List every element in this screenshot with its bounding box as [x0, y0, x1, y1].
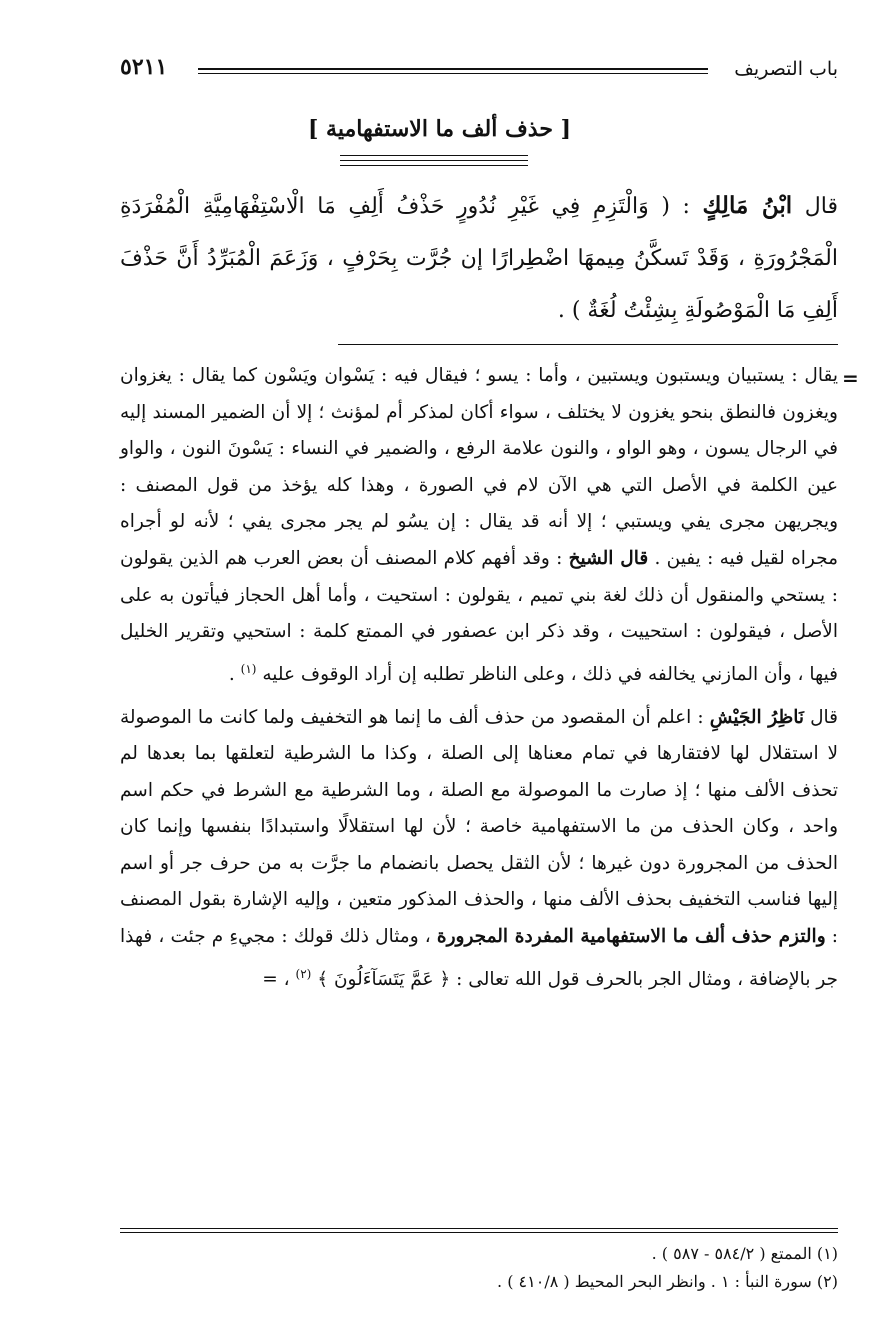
para2-text2: ، ومثال ذلك قولك : مجيءِ م جئت ، فهذا جر بالإضافة ، ومثال الجر بالحرف قول الله تعالى :	[120, 926, 838, 990]
verse-separator	[338, 344, 838, 345]
chapter-title: باب التصريف	[734, 58, 838, 80]
para2-text: : اعلم أن المقصود من حذف ألف ما إنما هو التخفيف ولما كانت ما الموصولة لا استقلال لها لافتقارها في تمام معناها إلى الصلة ، وكذا ما الشرطية لتعلقها بما بعدها لم تحذف الألف منها ؛ إذ صارت ما الموصولة مع الصلة ، وما الشرطية مع الشرط في حكم اسم واحد ، وكان الحذف من ما الاستفهامية خاصة ؛ لأن لها استقلالًا واستبدادًا بنفسها وإنما كان الحذف من المجرورة دون غيرها ؛ لأن الثقل يحصل بانضمام ما جرَّت به من حرف جر أو اسم إليها فناسب التخفيف بحذف الألف منها ، والحذف المذكور متعين ، وإليه الإشارة بقول المصنف :	[120, 706, 838, 948]
para2-end: ، =	[262, 968, 290, 990]
para2-quote-bold: والتزم حذف ألف ما الاستفهامية المفردة المجرورة	[436, 926, 826, 948]
footnote-1: (١) الممتع ( ٥٨٤/٢ - ٥٨٧ ) .	[651, 1244, 838, 1263]
running-header	[120, 52, 838, 92]
para1-lead: قال الشيخ	[568, 547, 649, 569]
section-heading: [ حذف ألف ما الاستفهامية ]	[307, 116, 572, 142]
header-rule-thin	[198, 73, 708, 74]
footnote-separator	[120, 1228, 838, 1236]
para2-intro: قال	[810, 706, 839, 728]
page-number: ٥٢١١	[120, 54, 168, 80]
para2-author: نَاظِرُ الجَيْشِ	[709, 706, 804, 728]
paragraph-1	[120, 358, 838, 694]
para1-text2: : وقد أفهم كلام المصنف أن بعض العرب هم الذين يقولون : يستحي والمنقول أن ذلك لغة بني تميم ، يقولون : استحيت ، وأما أهل الحجاز فيأتون به على الأصل ، فيقولون : استحييت ، وقد ذكر ابن عصفور في الممتع كلمة : استحيي وتقرير الخليل فيها ، وأن المازني يخالفه في ذلك ، وعلى الناظر تطلبه إن أراد الوقوف عليه	[120, 547, 838, 685]
footnote-ref-1[interactable]: (١)	[240, 661, 257, 676]
footnotes	[120, 1240, 838, 1296]
quran-quote: ﴿ عَمَّ يَتَسَآءَلُونَ ﴾	[317, 968, 451, 990]
commentary-body	[120, 358, 838, 998]
para1-text: يقال : يستبيان ويستبون ويستبين ، وأما : يسو ؛ فيقال فيه : يَسْوان ويَسْون كما يقال : يغزوان ويغزون فالنطق بنحو يغزون لا يختلف ، سواء أكان لمذكر أم لمؤنث ؛ إلا أن الضمير المسند إليه في الرجال يسون ، وهو الواو ، والنون علامة الرفع ، والضمير في النساء : يَسْونَ النون ، والواو عين الكلمة في الأصل التي هي الآن لام في الصورة ، وهذا كله يؤخذ من قول المصنف : ويجريهن مجرى يفي ويستبي ؛ إلا أنه قد يقال : إن يسُو لم يجر مجرى يفي ؛ لأنه لو أجراه مجراه لقيل فيه : يفين .	[120, 365, 838, 569]
verse-block	[120, 180, 838, 337]
footnote-ref-2[interactable]: (٢)	[295, 966, 312, 981]
paragraph-2	[120, 700, 838, 999]
heading-underline	[340, 155, 528, 170]
footnote-2: (٢) سورة النبأ : ١ . وانظر البحر المحيط ( ٤١٠/٨ ) .	[497, 1272, 838, 1291]
verse-author: ابْنُ مَالِكٍ	[702, 192, 793, 219]
verse-text: : ( وَالْتَزِمِ فِي غَيْرِ نُدُورٍ حَذْفُ أَلِفِ مَا الْاسْتِفْهَامِيَّةِ الْمُفْرَدَةِ الْمَجْرُورَةِ ، وَقَدْ تَسكَّنُ مِيمهَا اضْطِرارًا إن جُرَّت بِحَرْفٍ ، وَزَعَمَ الْمُبَرِّدُ أَنَّ حَذْفَ أَلِفِ مَا الْمَوْصُولَةِ بِشِئْتُ لُغَةٌ ) .	[120, 194, 838, 323]
para1-end: .	[228, 663, 235, 685]
continuation-mark-top: =	[842, 366, 859, 390]
verse-intro: قال	[804, 194, 839, 219]
header-rule	[198, 68, 708, 70]
